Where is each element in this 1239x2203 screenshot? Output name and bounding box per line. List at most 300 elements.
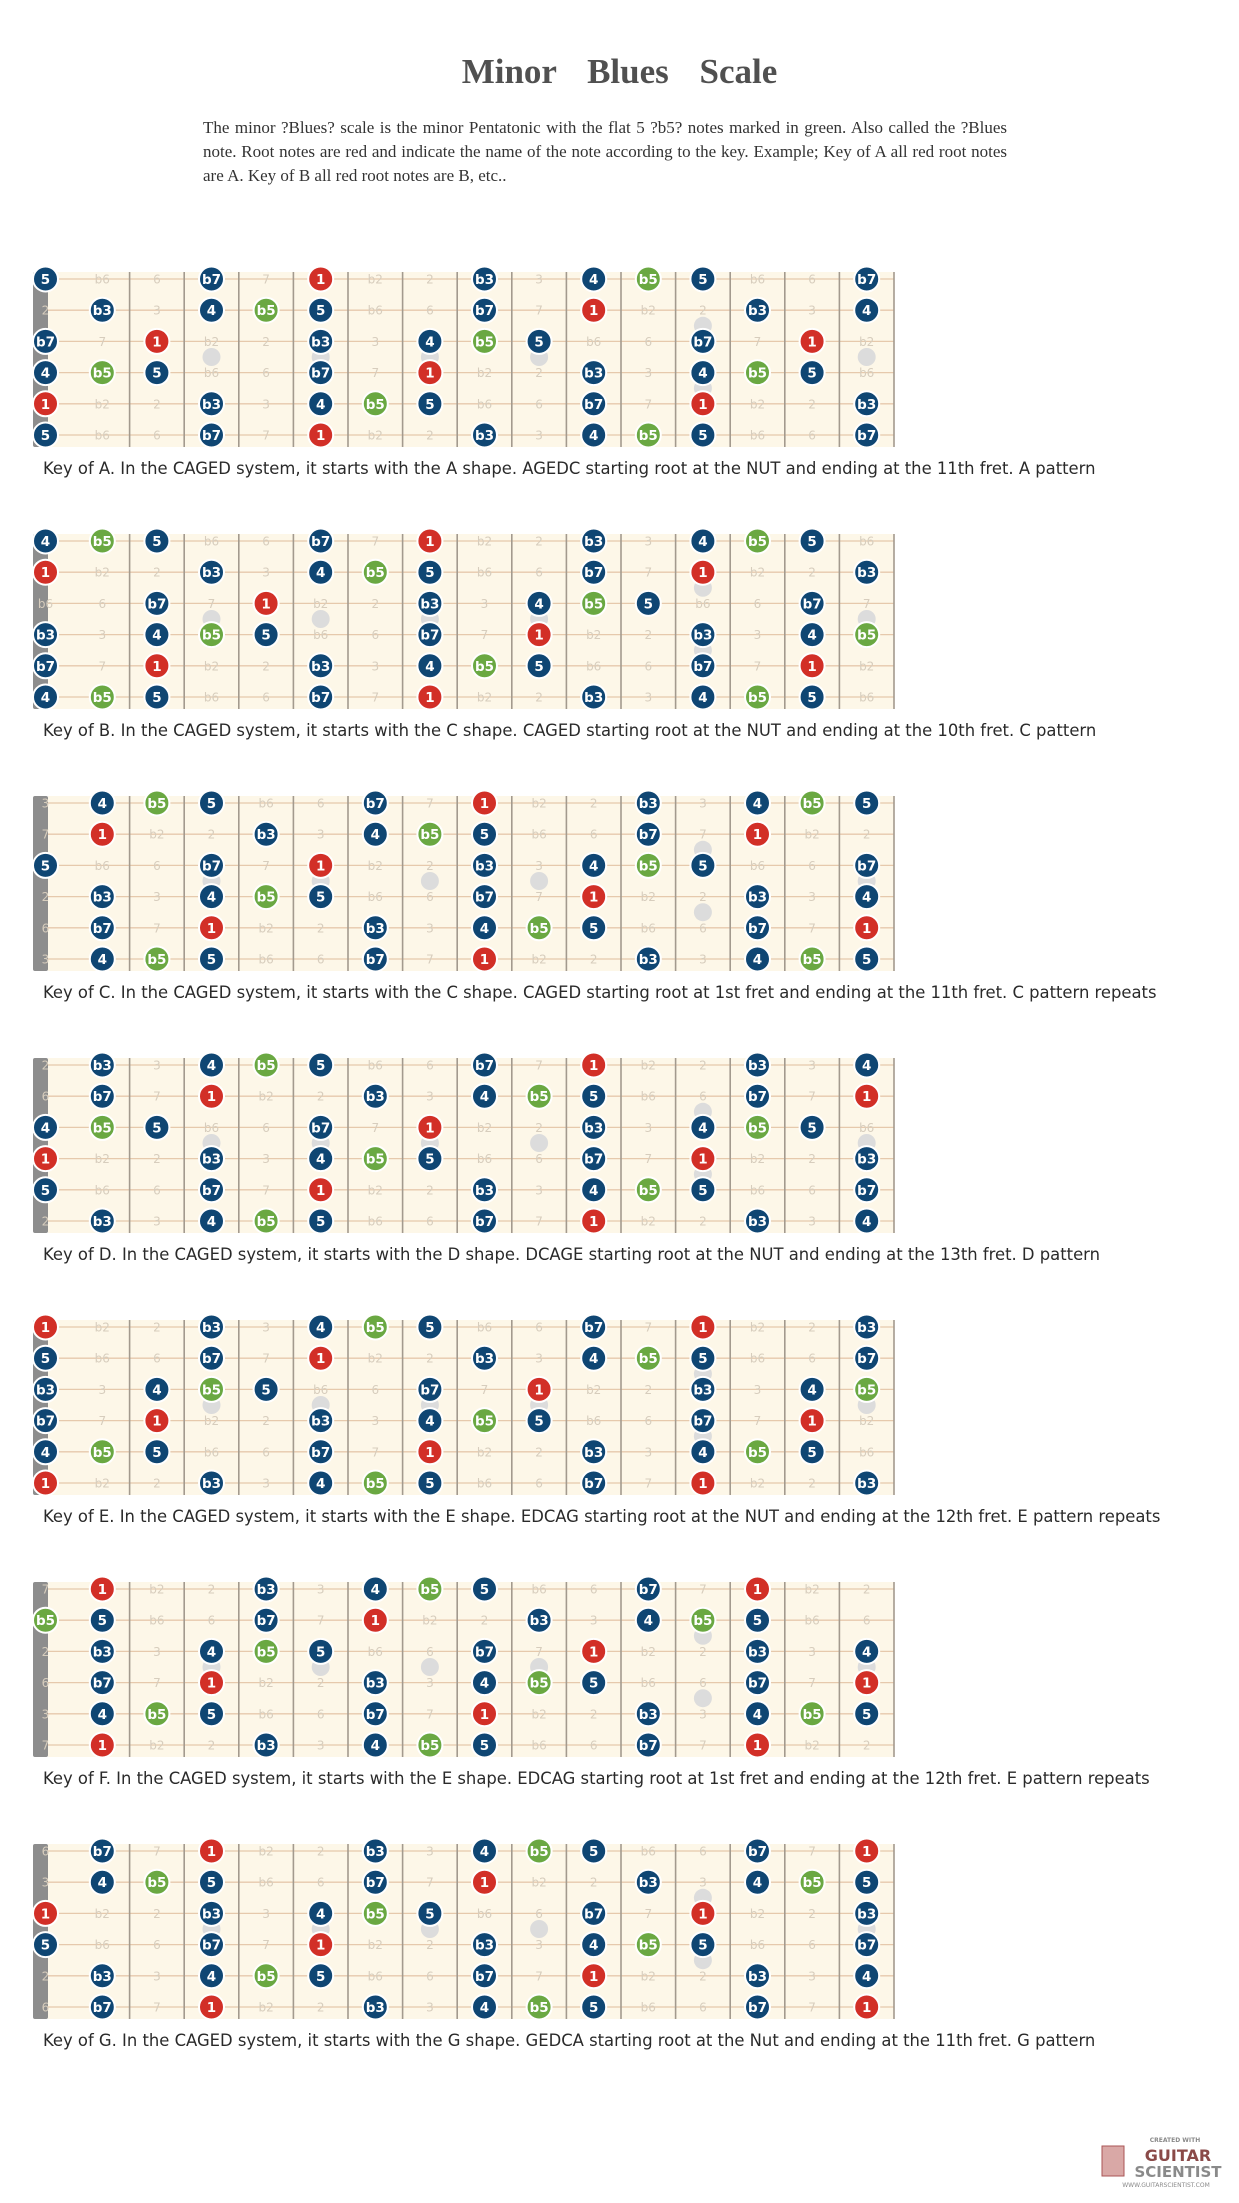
blue-note-marker [363, 391, 388, 416]
note-label: 1 [479, 1706, 490, 1723]
inlay-dot [530, 872, 548, 890]
interval-label: 6 [535, 1476, 543, 1491]
interval-label: 6 [41, 2000, 50, 2015]
note-label: 4 [315, 1320, 326, 1336]
note-label: 1 [479, 952, 490, 968]
blue-note-marker [199, 1377, 224, 1402]
scale-note-marker [363, 1870, 388, 1895]
note-label: b7 [857, 428, 877, 444]
scale-note-marker [581, 1439, 606, 1464]
scale-note-marker [308, 685, 333, 710]
root-note-marker [308, 1932, 333, 1957]
blue-note-marker [363, 1146, 388, 1171]
note-label: 5 [807, 690, 817, 706]
fretboard-background [48, 796, 894, 971]
scale-note-marker [254, 622, 279, 647]
note-label: 4 [370, 1738, 381, 1754]
interval-label: 7 [371, 534, 380, 549]
note-label: 5 [425, 1151, 435, 1168]
note-label: b7 [802, 596, 822, 613]
interval-label: 2 [644, 628, 653, 643]
scale-note-marker [581, 1932, 606, 1957]
root-note-marker [417, 360, 442, 385]
interval-label: b2 [367, 1183, 383, 1198]
note-label: b3 [747, 889, 768, 906]
note-label: b3 [584, 690, 604, 706]
note-label: 5 [40, 858, 51, 875]
interval-label: 2 [699, 1644, 707, 1659]
note-label: b3 [857, 396, 877, 413]
scale-note-marker [581, 1471, 606, 1496]
scale-note-marker [90, 791, 115, 816]
logo-name-2: SCIENTIST [1134, 2163, 1222, 2181]
note-label: b7 [693, 334, 713, 351]
scale-note-marker [144, 591, 169, 616]
scale-note-marker [33, 685, 58, 710]
note-label: 1 [206, 1844, 217, 1860]
interval-label: 3 [535, 1351, 543, 1366]
scale-note-marker [363, 1733, 388, 1758]
note-label: 4 [588, 1351, 599, 1368]
note-label: 5 [40, 1351, 51, 1368]
interval-label: b2 [94, 1320, 110, 1335]
interval-label: 6 [316, 1875, 325, 1890]
interval-label: 6 [589, 1582, 598, 1597]
interval-label: 6 [262, 534, 270, 549]
scale-note-marker [745, 1670, 770, 1695]
interval-label: 2 [862, 827, 871, 842]
note-label: b7 [201, 1182, 222, 1199]
root-note-marker [417, 529, 442, 554]
note-label: b3 [311, 334, 331, 351]
interval-label: b2 [149, 1582, 165, 1597]
interval-label: 3 [262, 1476, 270, 1491]
scale-note-marker [417, 1315, 442, 1340]
interval-label: 3 [262, 1152, 270, 1167]
interval-label: 3 [41, 796, 50, 811]
root-note-marker [33, 560, 58, 585]
interval-label: 7 [426, 1707, 434, 1722]
blue-note-marker [690, 1608, 715, 1633]
interval-label: 3 [262, 1906, 270, 1921]
interval-label: 2 [153, 1152, 161, 1167]
interval-label: 7 [153, 1089, 161, 1104]
scale-note-marker [33, 1408, 58, 1433]
note-label: b5 [802, 1875, 822, 1892]
note-label: 1 [479, 1875, 490, 1892]
interval-label: b6 [313, 628, 329, 643]
interval-label: 2 [589, 952, 598, 967]
interval-label: 6 [426, 1214, 434, 1229]
scale-note-marker [636, 1608, 661, 1633]
interval-label: 2 [535, 1120, 543, 1135]
interval-label: b2 [531, 952, 547, 967]
interval-label: 3 [153, 303, 161, 318]
note-label: 1 [40, 1320, 51, 1336]
note-label: 4 [206, 1968, 217, 1985]
interval-label: b2 [586, 628, 602, 643]
note-label: 5 [479, 1582, 490, 1598]
interval-label: b2 [94, 1906, 110, 1921]
note-label: 1 [698, 1320, 708, 1336]
scale-note-marker [472, 1670, 497, 1695]
note-label: 5 [315, 1214, 326, 1230]
interval-label: 3 [371, 1414, 380, 1429]
note-label: 1 [807, 658, 817, 675]
blue-note-marker [745, 360, 770, 385]
root-note-marker [417, 685, 442, 710]
interval-label: 3 [41, 1875, 50, 1890]
interval-label: 3 [808, 1644, 816, 1659]
scale-note-marker [199, 1870, 224, 1895]
interval-label: 2 [808, 397, 816, 412]
scale-note-marker [308, 391, 333, 416]
interval-label: 7 [41, 827, 50, 842]
interval-label: b6 [258, 952, 274, 967]
scale-note-marker [636, 1701, 661, 1726]
note-label: 4 [588, 272, 599, 288]
interval-label: 2 [699, 1058, 707, 1073]
interval-label: b6 [94, 1183, 110, 1198]
interval-label: b6 [476, 1320, 493, 1335]
interval-label: 7 [644, 1476, 653, 1491]
note-label: b7 [365, 1706, 385, 1723]
note-label: b7 [747, 1675, 768, 1692]
scale-note-marker [581, 1115, 606, 1140]
note-label: 5 [425, 1476, 435, 1492]
inlay-dot [421, 872, 439, 890]
scale-note-marker [690, 423, 715, 448]
note-label: b7 [474, 303, 495, 320]
interval-label: 7 [808, 1089, 816, 1104]
scale-note-marker [472, 298, 497, 323]
interval-label: b2 [531, 1875, 547, 1890]
note-label: b5 [638, 1937, 658, 1954]
scale-note-marker [800, 1439, 825, 1464]
note-label: 1 [425, 1444, 435, 1461]
interval-label: b6 [749, 272, 766, 287]
note-label: b3 [584, 1120, 604, 1137]
note-label: 5 [479, 827, 490, 844]
root-note-marker [527, 622, 552, 647]
note-label: b5 [529, 1089, 549, 1106]
scale-note-marker [308, 329, 333, 354]
interval-label: 7 [644, 1906, 653, 1921]
note-label: 1 [698, 396, 708, 413]
interval-label: 2 [316, 1676, 325, 1691]
note-label: 1 [698, 565, 708, 582]
note-label: b5 [92, 365, 112, 382]
note-label: 1 [206, 1675, 217, 1692]
interval-label: 6 [262, 1120, 270, 1135]
interval-label: 3 [426, 1089, 434, 1104]
blue-note-marker [254, 1053, 279, 1078]
scale-note-marker [199, 1471, 224, 1496]
note-label: b7 [311, 1444, 331, 1461]
note-label: b3 [365, 1844, 385, 1860]
note-label: 4 [97, 1875, 108, 1892]
interval-label: 6 [262, 690, 270, 705]
interval-label: 7 [262, 428, 270, 443]
scale-note-marker [254, 1377, 279, 1402]
interval-label: 6 [699, 1844, 707, 1859]
interval-label: b6 [149, 1613, 165, 1628]
note-label: 5 [479, 1738, 490, 1754]
root-note-marker [690, 1315, 715, 1340]
interval-label: 6 [426, 1058, 434, 1073]
scale-note-marker [254, 822, 279, 847]
note-label: b5 [802, 952, 822, 968]
root-note-marker [581, 1963, 606, 1988]
interval-label: b2 [258, 1844, 274, 1859]
interval-label: 2 [589, 1707, 598, 1722]
interval-label: 6 [808, 1183, 816, 1198]
scale-note-marker [33, 653, 58, 678]
interval-label: 6 [41, 921, 50, 936]
interval-label: b2 [749, 397, 766, 412]
scale-note-marker [90, 884, 115, 909]
interval-label: b6 [367, 1969, 383, 1984]
note-label: 4 [643, 1613, 654, 1630]
note-label: 5 [588, 1675, 599, 1692]
note-label: 1 [315, 1937, 326, 1954]
scale-note-marker [581, 1839, 606, 1864]
fretboard-diagram [30, 262, 1210, 462]
interval-label: 2 [207, 827, 216, 842]
note-label: b5 [802, 1706, 822, 1723]
blue-note-marker [254, 1209, 279, 1234]
note-label: b7 [747, 1089, 768, 1106]
interval-label: 3 [808, 1058, 816, 1073]
note-label: b3 [256, 1582, 276, 1598]
scale-note-marker [199, 1209, 224, 1234]
caption: Key of C. In the CAGED system, it starts with the C shape. CAGED starting root at 1st fret and ending at the 11th fret. C pattern repeats [43, 983, 1157, 1002]
note-label: 4 [315, 565, 326, 582]
interval-label: b6 [258, 1875, 274, 1890]
scale-note-marker [854, 1639, 879, 1664]
interval-label: b2 [804, 1738, 820, 1753]
note-label: 5 [698, 1182, 708, 1199]
scale-note-marker [854, 853, 879, 878]
scale-note-marker [854, 1053, 879, 1078]
note-label: 1 [40, 396, 51, 413]
note-label: b3 [638, 1875, 658, 1892]
note-label: 4 [315, 396, 326, 413]
note-label: b7 [638, 1582, 658, 1598]
scale-note-marker [308, 884, 333, 909]
scale-note-marker [144, 360, 169, 385]
blue-note-marker [636, 423, 661, 448]
scale-note-marker [199, 1932, 224, 1957]
interval-label: b6 [367, 1644, 383, 1659]
interval-label: 6 [535, 397, 543, 412]
interval-label: b6 [586, 659, 602, 674]
interval-label: b2 [149, 1738, 165, 1753]
interval-label: 6 [207, 1613, 216, 1628]
interval-label: b6 [476, 1152, 493, 1167]
scale-note-marker [690, 622, 715, 647]
interval-label: 3 [535, 428, 543, 443]
note-label: 4 [97, 1706, 108, 1723]
note-label: 1 [97, 827, 108, 844]
note-label: b7 [474, 1214, 495, 1230]
scale-note-marker [417, 560, 442, 585]
note-label: 5 [315, 1968, 326, 1985]
note-label: 5 [698, 1937, 708, 1954]
note-label: b7 [693, 1413, 713, 1430]
interval-label: 7 [426, 796, 434, 811]
interval-label: 6 [808, 428, 816, 443]
note-label: b5 [747, 1444, 768, 1461]
interval-label: 6 [153, 1938, 161, 1953]
scale-note-marker [33, 1177, 58, 1202]
blue-note-marker [800, 947, 825, 972]
interval-label: b2 [476, 534, 493, 549]
note-label: b5 [529, 2000, 549, 2016]
nut [33, 796, 51, 971]
interval-label: 6 [753, 596, 762, 611]
note-label: b7 [474, 889, 495, 906]
scale-note-marker [90, 1995, 115, 2020]
note-label: 1 [152, 334, 162, 351]
interval-label: 2 [426, 1938, 434, 1953]
note-label: 1 [752, 1582, 763, 1598]
note-label: b5 [584, 596, 604, 613]
scale-note-marker [745, 1870, 770, 1895]
interval-label: b2 [149, 827, 165, 842]
scale-note-marker [745, 1053, 770, 1078]
scale-note-marker [199, 1901, 224, 1926]
interval-label: 3 [808, 303, 816, 318]
scale-note-marker [745, 947, 770, 972]
scale-note-marker [636, 947, 661, 972]
interval-label: b2 [749, 565, 766, 580]
scale-note-marker [745, 1701, 770, 1726]
interval-label: b6 [859, 690, 875, 705]
root-note-marker [690, 391, 715, 416]
note-label: b7 [35, 658, 56, 675]
interval-label: b6 [640, 1089, 656, 1104]
scale-note-marker [854, 947, 879, 972]
note-label: b3 [201, 1906, 222, 1923]
note-label: b3 [201, 1476, 222, 1492]
interval-label: b6 [476, 397, 493, 412]
note-label: b3 [365, 920, 385, 937]
scale-note-marker [800, 1115, 825, 1140]
blue-note-marker [636, 1932, 661, 1957]
blue-note-marker [800, 791, 825, 816]
note-label: b3 [747, 1968, 768, 1985]
root-note-marker [745, 822, 770, 847]
note-label: 1 [40, 1906, 51, 1923]
note-label: 5 [861, 796, 872, 812]
scale-note-marker [417, 1408, 442, 1433]
interval-label: 2 [699, 890, 707, 905]
interval-label: b6 [94, 858, 110, 873]
interval-label: 2 [862, 1582, 871, 1597]
note-label: b3 [92, 889, 112, 906]
interval-label: 6 [316, 796, 325, 811]
root-note-marker [690, 1146, 715, 1171]
scale-note-marker [308, 1315, 333, 1340]
note-label: 4 [206, 303, 217, 320]
interval-label: 7 [535, 890, 543, 905]
root-note-marker [308, 853, 333, 878]
interval-label: 7 [98, 659, 107, 674]
root-note-marker [527, 1377, 552, 1402]
note-label: b5 [420, 1582, 440, 1598]
blue-note-marker [745, 529, 770, 554]
interval-label: 6 [535, 1906, 543, 1921]
interval-label: b6 [37, 596, 54, 611]
note-label: 5 [698, 858, 708, 875]
scale-note-marker [854, 1315, 879, 1340]
note-label: b5 [638, 428, 658, 444]
scale-note-marker [199, 1315, 224, 1340]
blue-note-marker [254, 298, 279, 323]
blue-note-marker [144, 791, 169, 816]
note-label: b7 [365, 796, 385, 812]
note-label: 1 [206, 2000, 217, 2016]
scale-note-marker [854, 391, 879, 416]
note-label: 5 [752, 1613, 763, 1630]
scale-note-marker [33, 1377, 58, 1402]
note-label: b3 [638, 796, 658, 812]
interval-label: 3 [262, 1320, 270, 1335]
interval-label: 7 [426, 1875, 434, 1890]
interval-label: b2 [476, 1120, 493, 1135]
note-label: b3 [857, 565, 877, 582]
root-note-marker [33, 391, 58, 416]
note-label: 5 [152, 534, 162, 550]
inlay-dot [203, 348, 221, 366]
scale-note-marker [472, 1084, 497, 1109]
scale-note-marker [363, 915, 388, 940]
scale-note-marker [690, 267, 715, 292]
interval-label: b2 [640, 1644, 656, 1659]
scale-note-marker [690, 329, 715, 354]
note-label: b3 [35, 1382, 56, 1399]
root-note-marker [90, 1733, 115, 1758]
blue-note-marker [90, 529, 115, 554]
root-note-marker [745, 1733, 770, 1758]
note-label: b7 [201, 858, 222, 875]
note-label: b7 [311, 690, 331, 706]
scale-note-marker [90, 1670, 115, 1695]
interval-label: b6 [94, 1351, 110, 1366]
scale-note-marker [745, 1963, 770, 1988]
note-label: 5 [861, 1706, 872, 1723]
interval-label: b6 [367, 890, 383, 905]
note-label: 4 [588, 858, 599, 875]
note-label: b5 [147, 796, 167, 812]
note-label: b7 [857, 1937, 877, 1954]
scale-note-marker [363, 1670, 388, 1695]
note-label: 5 [588, 920, 599, 937]
interval-label: 2 [207, 1738, 216, 1753]
note-label: b5 [474, 334, 495, 351]
interval-label: 7 [153, 921, 161, 936]
note-label: b7 [92, 1675, 112, 1692]
interval-label: 6 [316, 1707, 325, 1722]
note-label: 4 [206, 1058, 217, 1074]
note-label: 1 [588, 1644, 599, 1661]
blue-note-marker [90, 1439, 115, 1464]
scale-note-marker [527, 329, 552, 354]
note-label: b5 [365, 1151, 385, 1168]
scale-note-marker [690, 653, 715, 678]
interval-label: 2 [426, 272, 434, 287]
